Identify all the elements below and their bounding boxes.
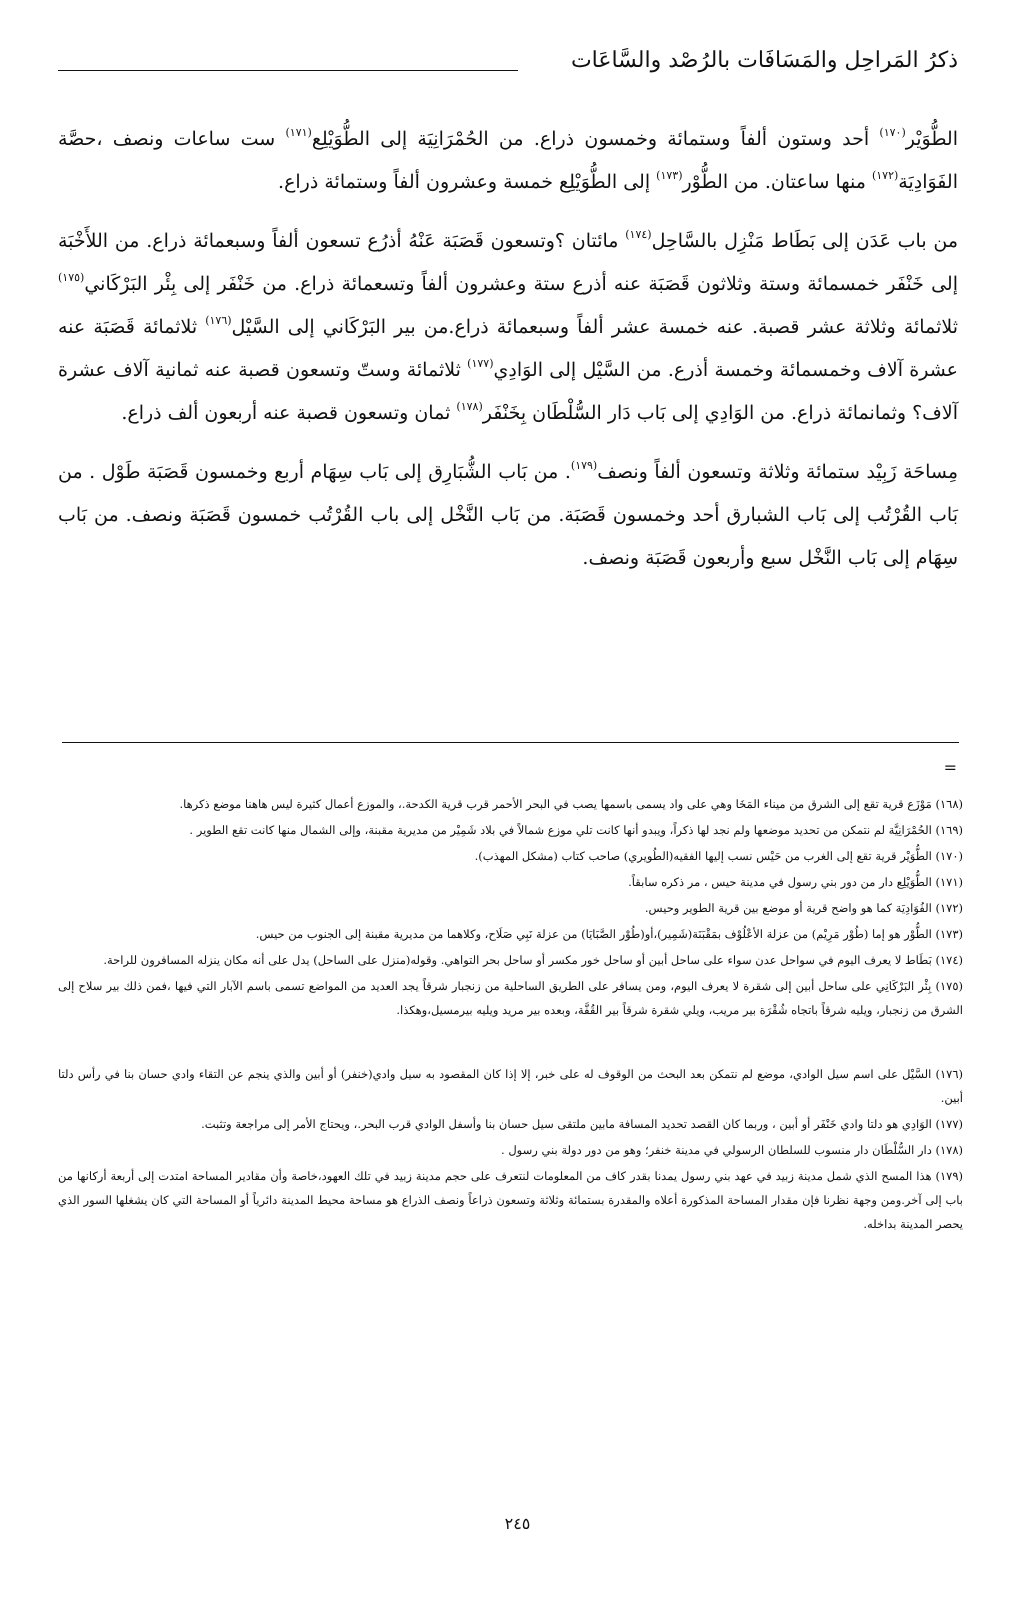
running-header	[58, 44, 958, 84]
footnotes	[58, 792, 963, 1238]
footnote-ref: (١٧٤)	[625, 228, 652, 241]
footnote: (١٧٦) السَّيْل على اسم سيل الوادي، موضع لم نتمكن بعد البحث من الوقوف له على خبر، إلا إذا كان المقصود به سيل وادي(خنفر) أو أبين والذي ينجم عن التقاء وادي حسان بنا في رأس دلتا أبين.	[58, 1067, 963, 1105]
paragraph-text: مِساحَة زَبِيْد ستمائة وثلاثة وتسعون ألفاً ونصف	[597, 461, 958, 483]
paragraph-text: أحد وستون ألفاً وستمائة وخمسون ذراع. من الحُمْرَانِيَة إلى الطُّوَيْلِع	[311, 128, 880, 150]
paragraph	[58, 451, 958, 580]
footnote-ref: (١٧٧)	[467, 357, 494, 370]
paragraph-text: ثلاثمائة قَصَبَة عنه عشرة آلاف وخمسمائة وخمسة أذرع. من السَّيْل إلى الوَادِي	[58, 316, 959, 381]
paragraph-text: منها ساعتان. من الطُّوْر	[682, 171, 872, 193]
header-rule	[58, 70, 518, 71]
footnote-ref: (١٧٣)	[656, 169, 683, 182]
footnote: (١٧٩) هذا المسح الذي شمل مدينة زبيد في عهد بني رسول يمدنا بقدر كاف من المعلومات لنتعرف على حجم مدينة زبيد في تلك العهود،خاصة وأن مقادير المساحة امتدت إلى أربعة أركانها من باب إلى آخر.ومن وجهة نظرنا فإن مقدار المساحة المذكورة أعلاه والمقدرة بستمائة وثلاثة وتسعون ذراعاً ونصف الذراع هو مساحة محيط المدينة دائرياً أو المساحة التي كان يشغلها السور الذي يحصر المدينة بداخله.	[58, 1169, 963, 1231]
page-number: ٢٤٥	[504, 1514, 531, 1533]
footnote-ref: (١٧٨)	[456, 400, 483, 413]
footnote: (١٧٥) بِئْر البَرْكَانِي على ساحل أبين إلى شقرة لا يعرف اليوم، ومن يسافر على الطريق الساحلية من زنجبار شرقاً يجد العديد من المواضع تسمى باسم الآبار التي فيها ،فمن ذلك بير سلاح إلى الشرق من زنجبار، ويليه شرقاً باتجاه شُقْرَة بير مريب، ويلي شقرة شرقاً بير القُفَّة، وبعده بير مريد ويليه بيرمسيل،وهكذا.	[58, 979, 963, 1017]
paragraph-text: . من بَاب الشُّبَارِق إلى بَاب سِهَام أربع وخمسون قَصَبَة طَوْل . من بَاب القُرْتُب إلى بَاب الشبارق أحد وخمسون قَصَبَة. من بَاب النَّخْل إلى باب القُرْتُب خمسون قَصَبَة ونصف. من بَاب سِهَام إلى بَاب النَّخْل سبع وأربعون قَصَبَة ونصف.	[58, 461, 958, 569]
footnote-ref: (١٧٢)	[871, 169, 899, 182]
footnote-ref: (١٧٩)	[570, 459, 598, 472]
paragraph-text: ست ساعات ونصف ،حصَّة الفَوَادِيَة	[58, 128, 958, 193]
main-text	[58, 118, 958, 596]
footnote: (١٦٨) مَوْزَع قرية تقع إلى الشرق من ميناء المَخَا وهي على واد يسمى باسمها يصب في البحر الأحمر قرب قرية الكدحة.، والموزع أعمال كثيرة ليس هاهنا موضع ذكرها.	[179, 797, 963, 811]
paragraph-text: مائتان ؟وتسعون قَصَبَة عَنْهُ أذرُع تسعون ألفاً وسبعمائة ذراع. من اللأَخْبَة إلى خَنْفَر خمسمائة وستة وثلاثون قَصَبَة عنه أذرع ستة وعشرون ألفاً وتسعمائة ذراع. من خَنْفَر إلى بِئْر البَرْكَاني	[58, 230, 958, 295]
footnote: (١٧٠) الطُّوَيْر قرية تقع إلى الغرب من حَيْس نسب إليها الفقيه(الطُويري) صاحب كتاب (مشكل المهذب).	[474, 849, 963, 863]
paragraph-text: من باب عَدَن إلى بَطَاط مَنْزِل بالسَّاحِل	[651, 230, 958, 252]
footnote: (١٧١) الطُّوَيْلِع دار من دور بني رسول في مدينة حيس ، مر ذكره سابقاً.	[628, 875, 963, 889]
paragraph-text: الطُّوَيْر	[905, 128, 958, 150]
paragraph-text: ثلاثمائة وستّ وتسعون قصبة عنه ثمانية آلاف عشرة آلاف؟ وثمانمائة ذراع. من الوَادِي إلى بَاب دَار السُّلْطَان بِخَنْفَر	[58, 359, 958, 424]
separator-mark: =	[943, 758, 957, 777]
footnote-ref: (١٧١)	[285, 126, 312, 139]
paragraph-text: إلى الطُّوَيْلِع خمسة وعشرون ألفاً وستمائة ذراع.	[278, 171, 657, 193]
footnote: (١٧٢) الفُوَادِيَة كما هو واضح قرية أو موضع بين قرية الطوير وحيس.	[644, 901, 963, 915]
footnote: (١٧٤) بَطَاط لا يعرف اليوم في سواحل عدن سواء على ساحل أبين أو ساحل خور مكسر أو ساحل بحر التواهي. وقوله(منزل على الساحل) يدل على أنه مكان ينزله المسافرون للراحة.	[103, 953, 963, 967]
paragraph-text: ثمان وتسعون قصبة عنه أربعون ألف ذراع.	[121, 402, 457, 424]
footnote-separator	[62, 742, 959, 743]
footnote-ref: (١٧٥)	[58, 271, 85, 284]
paragraph	[58, 118, 958, 204]
footnote: (١٧٣) الطُّوْر هو إما (طُوْر مَرِيْم) من عزلة الأعْلُوْف بمَقْبَنَة(شَمِير)،أو(طُوْر الصَّبَايَا) من عزلة نَبِي صَلَاح، وكلاهما من مديرية مقبنة إلى الجنوب من حيس.	[255, 927, 963, 941]
footnote: (١٧٨) دار السُّلْطَان دار منسوب للسلطان الرسولي في مدينة خنفر؛ وهو من دور دولة بني رسول .	[501, 1143, 963, 1157]
header-title: ذكرُ المَراحِل والمَسَافَات بالرُصْد والسَّاعَات	[570, 48, 958, 73]
footnote: (١٧٧) الوَادِي هو دلتا وادي خَنْفَر أو أبين ، وربما كان القصد تحديد المسافة مابين ملتقى سيل حسان بنا وأسفل الوادي قرب البحر.، ويحتاج الأمر إلى مراجعة وتثبت.	[201, 1117, 963, 1131]
footnote: (١٦٩) الحُمْرَانِيَّة لم نتمكن من تحديد موضعها ولم نجد لها ذكراً، ويبدو أنها كانت تلي موزع شمالاً في بلاد شَمِيْر من مديرية مقبنة، وإلى الشمال منها كانت تقع الطوير .	[189, 823, 963, 837]
footnote-ref: (١٧٠)	[879, 126, 906, 139]
footnote-ref: (١٧٦)	[205, 314, 232, 327]
paragraph	[58, 220, 958, 435]
paragraph-text: ثلاثمائة وثلاثة عشر قصبة. عنه خمسة عشر ألفاً وسبعمائة ذراع.من بير البَرْكَاني إلى السَّيْل	[231, 316, 958, 338]
